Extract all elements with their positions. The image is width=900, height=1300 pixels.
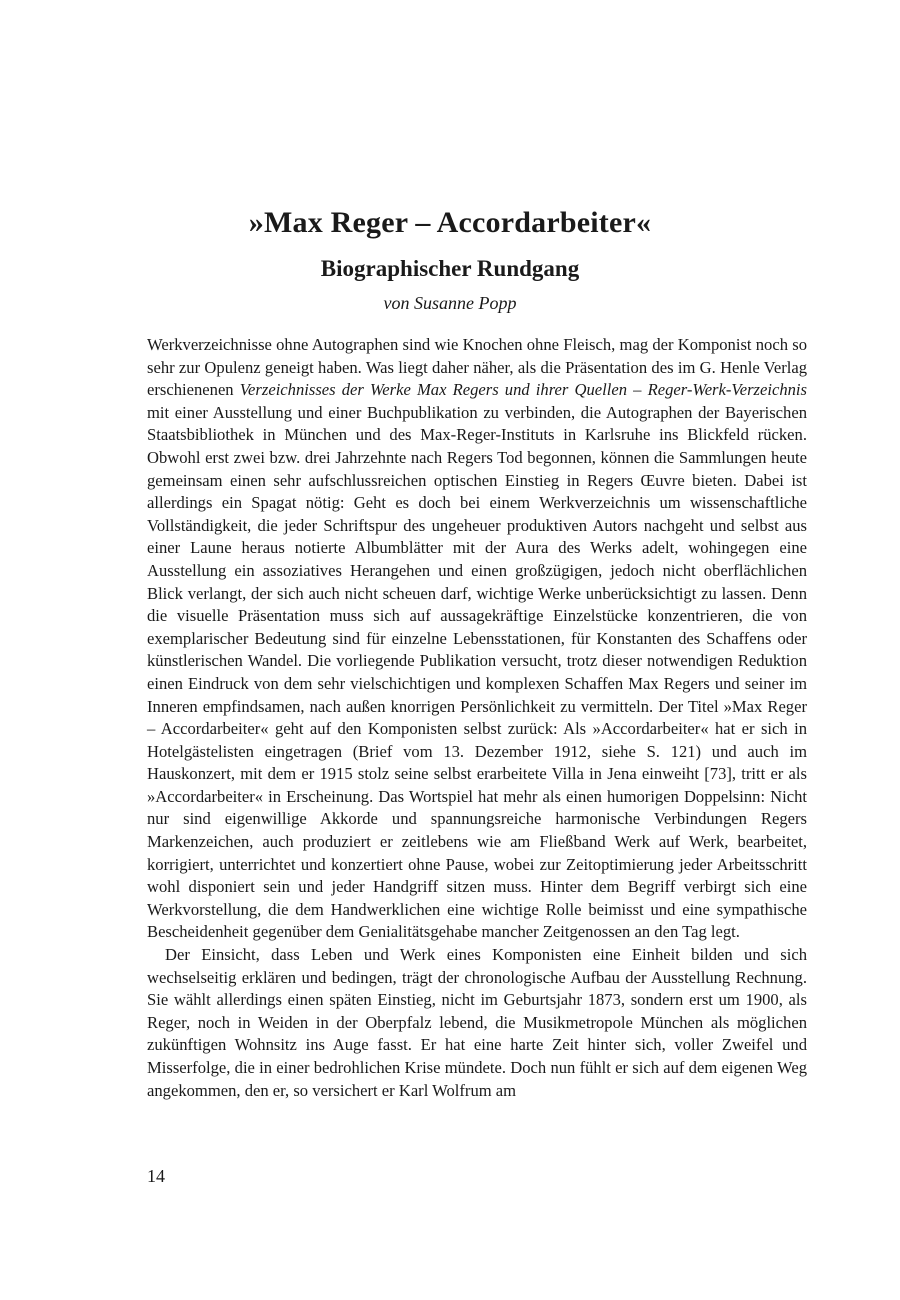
body-text: [147, 334, 807, 1102]
page-title: »Max Reger – Accordarbeiter«: [248, 206, 652, 239]
author-byline: von Susanne Popp: [383, 293, 517, 313]
page-number: 14: [147, 1166, 165, 1186]
paragraph-1-italic-title: Verzeichnisses der Werke Max Regers und ihrer Quellen – Reger-Werk-Verzeichnis: [239, 380, 807, 400]
page-subtitle: Biographischer Rundgang: [320, 256, 580, 281]
paragraph-1-text-a: Werkverzeichnisse ohne Autographen sind wie Knochen ohne Fleisch, mag der Komponist noch so sehr zur Opulenz geneigt haben. Was liegt daher näher, als die Präsentation des im G. Henle Verlag erschienenen: [147, 335, 807, 400]
paragraph-2: Der Einsicht, dass Leben und Werk eines Komponisten eine Einheit bilden und sich wechselseitig erklären und bedingen, trägt der chronologische Aufbau der Ausstellung Rechnung. Sie wählt allerdings einen späten Einstieg, nicht im Geburtsjahr 1873, sondern erst um 1900, als Reger, noch in Weiden in der Oberpfalz lebend, die Musikmetropole München als möglichen zukünftigen Wohnsitz ins Auge fasst. Er hat eine harte Zeit hinter sich, voller Zweifel und Misserfolge, die in einer bedrohlichen Krise mündete. Doch nun fühlt er sich auf dem eigenen Weg angekommen, den er, so versichert er Karl Wolfrum am: [147, 945, 807, 1100]
paragraph-1: [147, 334, 807, 944]
paragraph-1-text-b: mit einer Ausstellung und einer Buchpublikation zu verbinden, die Autographen der Bayerischen Staatsbibliothek in München und des Max-Reger-Instituts in Karlsruhe ins Blickfeld rücken. Obwohl erst zwei bzw. drei Jahrzehnte nach Regers Tod begonnen, können die Sammlungen heute gemeinsam einen sehr aufschlussreichen optischen Einstieg in Regers Œuvre bieten. Dabei ist allerdings ein Spagat nötig: Geht es doch bei einem Werkverzeichnis um wissenschaftliche Vollständigkeit, die jeder Schriftspur des ungeheuer produktiven Autors nachgeht und selbst aus einer Laune heraus notierte Albumblätter mit der Aura des Werks adelt, wohingegen eine Ausstellung ein assoziatives Herangehen und einen großzügigen, jedoch nicht oberflächlichen Blick verlangt, der sich auch nicht scheuen darf, wichtige Werke unberücksichtigt zu lassen. Denn die visuelle Präsentation muss sich auf aussagekräftige Einzelstücke konzentrieren, die von exemplarischer Bedeutung sind für einzelne Lebensstationen, für Konstanten des Schaffens oder künstlerischen Wandel. Die vorliegende Publikation versucht, trotz dieser notwendigen Reduktion einen Eindruck von dem sehr vielschichtigen und komplexen Schaffen Max Regers und seiner im Inneren empfindsamen, nach außen knorrigen Persönlichkeit zu vermitteln. Der Titel »Max Reger – Accordarbeiter« geht auf den Komponisten selbst zurück: Als »Accordarbeiter« hat er sich in Hotelgästelisten eingetragen (Brief vom 13. Dezember 1912, siehe S. 121) und auch im Hauskonzert, mit dem er 1915 stolz seine selbst erarbeitete Villa in Jena einweiht [73], tritt er als »Accordarbeiter« in Erscheinung. Das Wortspiel hat mehr als einen humorigen Doppelsinn: Nicht nur sind eigenwillige Akkorde und spannungsreiche harmonische Verbindungen Regers Markenzeichen, auch produziert er zeitlebens wie am Fließband Werk auf Werk, bearbeitet, korrigiert, unterrichtet und konzertiert ohne Pause, wobei zur Zeitoptimierung jeder Arbeitsschritt wohl disponiert sein und jeder Handgriff sitzen muss. Hinter dem Begriff verbirgt sich eine Werkvorstellung, die dem Handwerklichen eine wichtige Rolle beimisst und eine sympathische Bescheidenheit gegenüber dem Genialitätsgehabe mancher Zeitgenossen an den Tag legt.: [147, 402, 807, 942]
